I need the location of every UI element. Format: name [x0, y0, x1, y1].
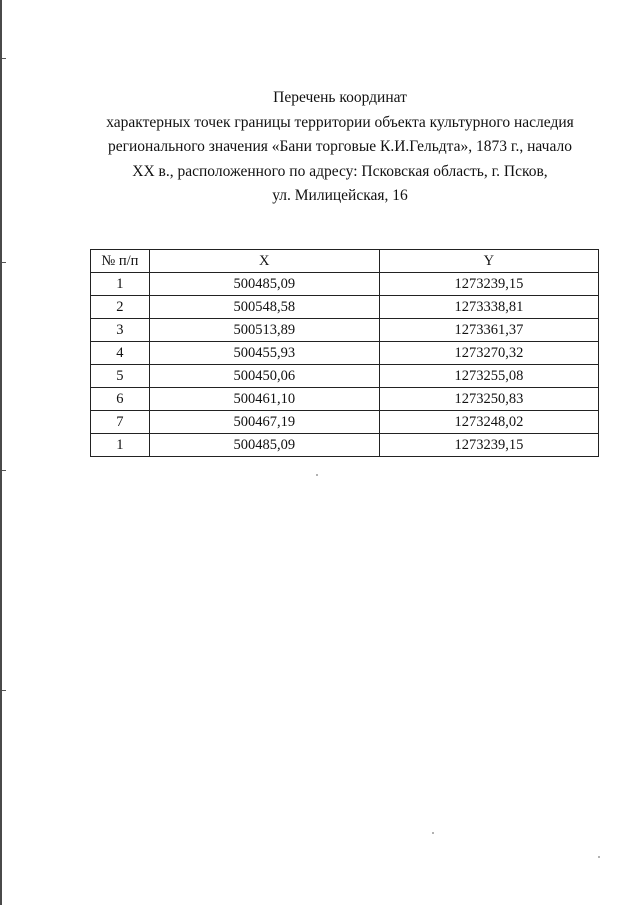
table-row: [91, 388, 599, 411]
coordinates-table: [90, 249, 599, 457]
cell-y: 1273270,32: [379, 342, 598, 365]
document-heading: [80, 86, 600, 209]
cell-x: 500461,10: [149, 388, 379, 411]
table-row: [91, 342, 599, 365]
heading-line-5: ул. Милицейская, 16: [272, 187, 408, 204]
scan-speck: [598, 856, 600, 858]
cell-number: 1: [91, 273, 150, 296]
cell-y: 1273239,15: [379, 273, 598, 296]
cell-y: 1273255,08: [379, 365, 598, 388]
cell-number: 6: [91, 388, 150, 411]
scan-speck: [432, 832, 434, 834]
cell-x: 500467,19: [149, 411, 379, 434]
cell-x: 500450,06: [149, 365, 379, 388]
cell-y: 1273361,37: [379, 319, 598, 342]
cell-y: 1273250,83: [379, 388, 598, 411]
heading-line-3: регионального значения «Бани торговые К.И.Гельдта», 1873 г., начало: [108, 138, 572, 155]
table-row: [91, 434, 599, 457]
cell-x: 500513,89: [149, 319, 379, 342]
scan-edge-mark: [2, 58, 6, 59]
cell-number: 3: [91, 319, 150, 342]
table-header-row: [91, 250, 599, 273]
scan-edge-mark: [2, 470, 6, 471]
cell-number: 4: [91, 342, 150, 365]
scan-speck: [316, 474, 318, 476]
table-row: [91, 296, 599, 319]
cell-number: 7: [91, 411, 150, 434]
scan-edge-mark: [2, 690, 6, 691]
cell-x: 500485,09: [149, 434, 379, 457]
header-number: № п/п: [91, 250, 150, 273]
heading-line-1: Перечень координат: [273, 89, 407, 106]
scan-edge-mark: [2, 262, 6, 263]
heading-line-4: XX в., расположенного по адресу: Псковская область, г. Псков,: [132, 162, 548, 180]
table-row: [91, 365, 599, 388]
cell-number: 1: [91, 434, 150, 457]
header-x: X: [149, 250, 379, 273]
cell-number: 2: [91, 296, 150, 319]
table-row: [91, 411, 599, 434]
cell-x: 500548,58: [149, 296, 379, 319]
cell-x: 500455,93: [149, 342, 379, 365]
table-row: [91, 273, 599, 296]
scan-edge-line: [0, 0, 2, 905]
header-y: Y: [379, 250, 598, 273]
cell-y: 1273248,02: [379, 411, 598, 434]
heading-line-2: характерных точек границы территории объекта культурного наследия: [106, 113, 574, 131]
cell-y: 1273338,81: [379, 296, 598, 319]
cell-x: 500485,09: [149, 273, 379, 296]
cell-y: 1273239,15: [379, 434, 598, 457]
table-row: [91, 319, 599, 342]
cell-number: 5: [91, 365, 150, 388]
